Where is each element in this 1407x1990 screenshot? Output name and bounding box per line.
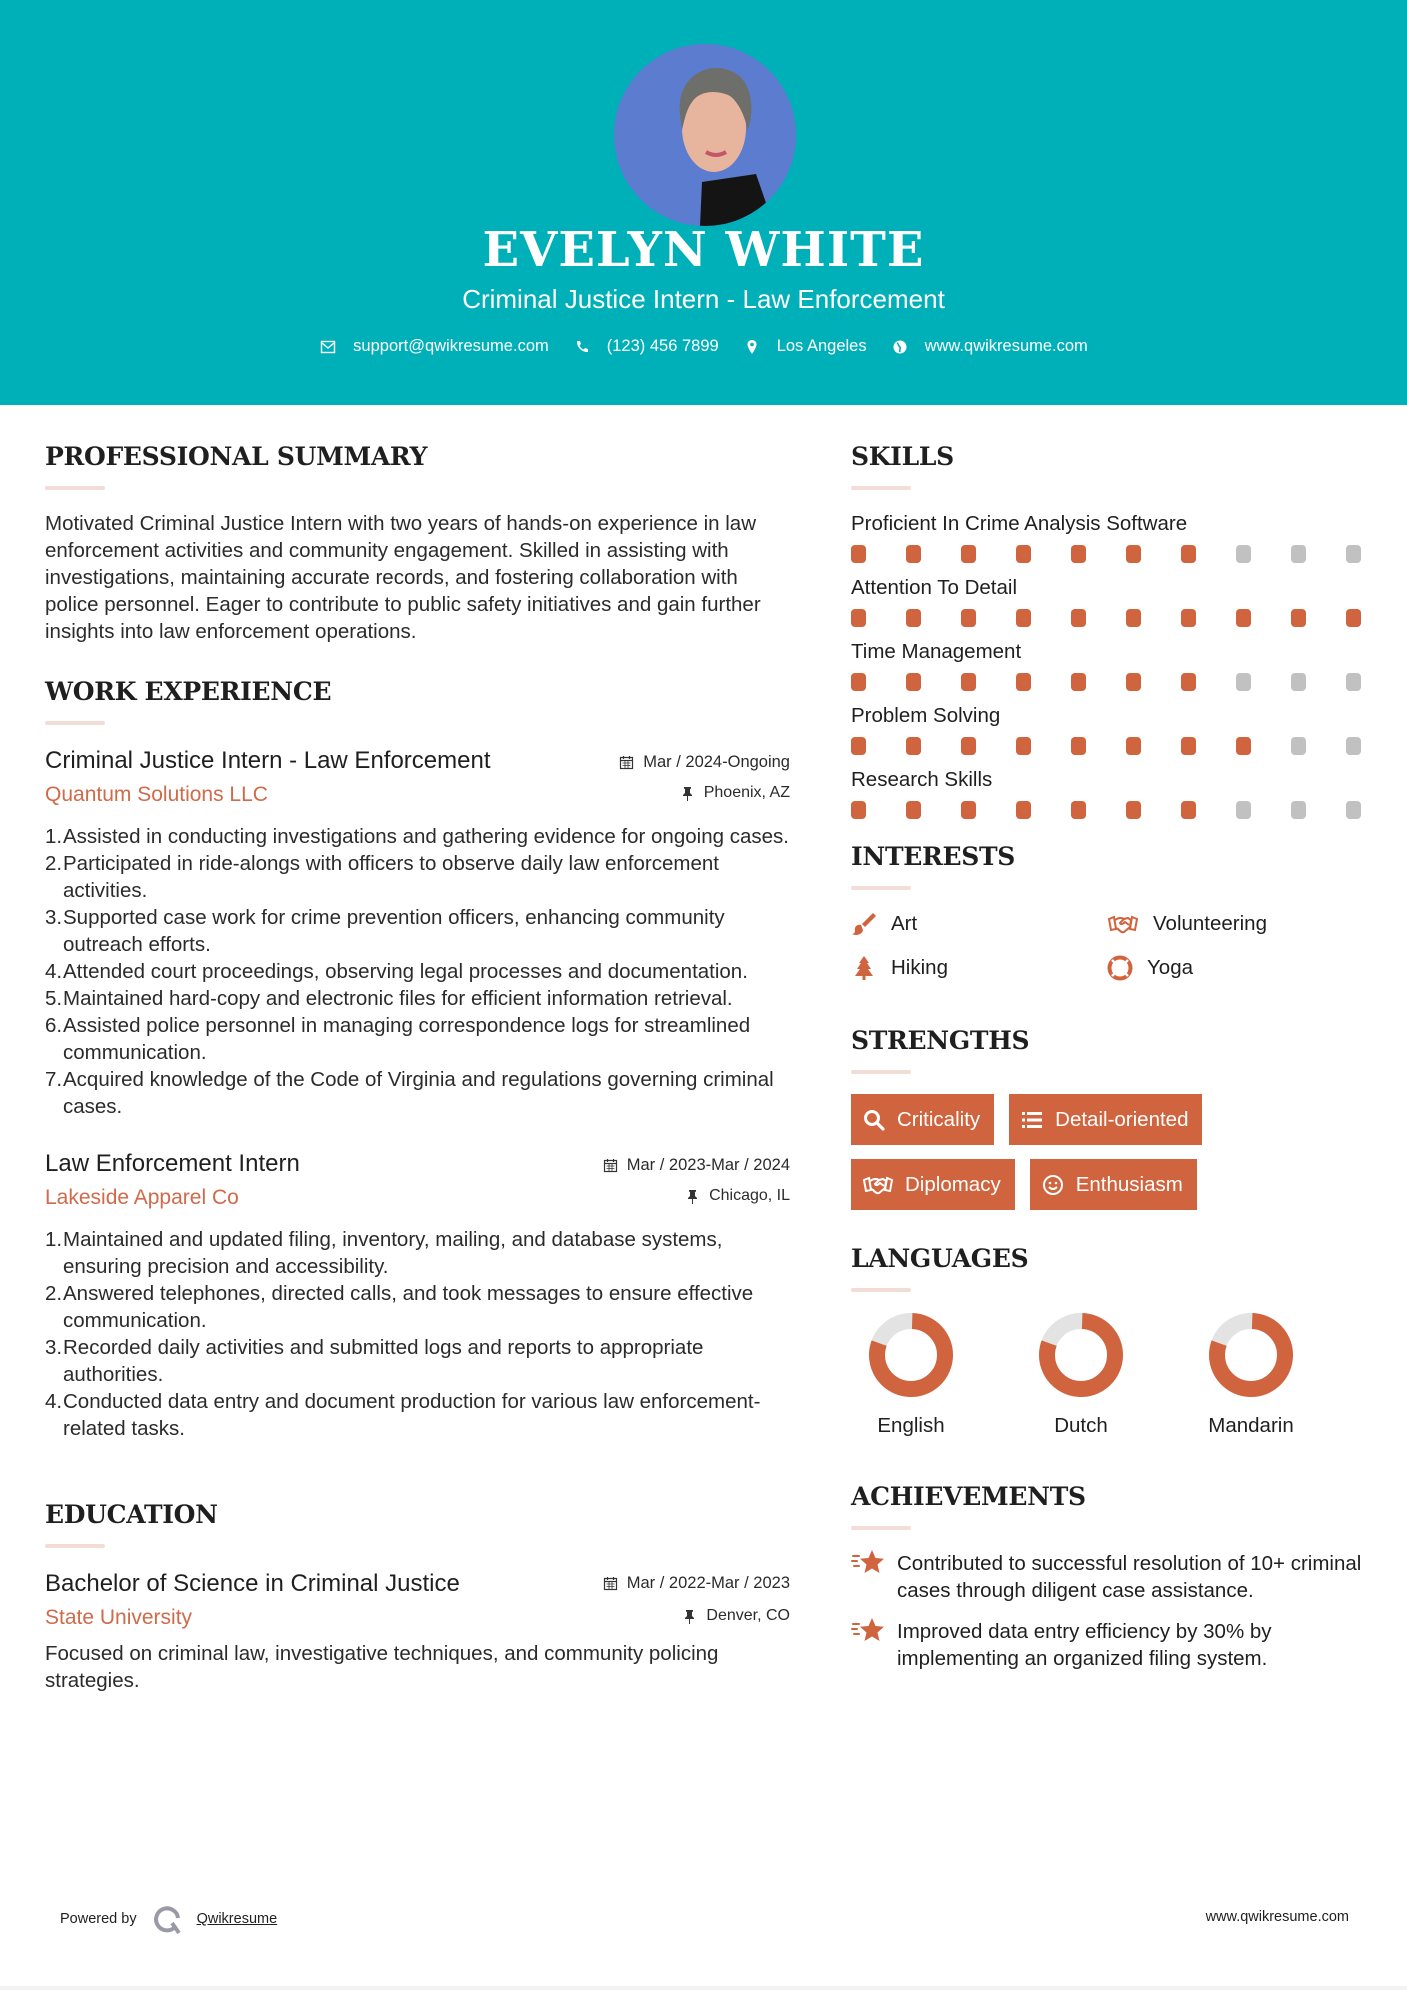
list-item: 1. Maintained and updated filing, inventory, mailing, and database systems, ensuring precision and accessibility. <box>45 1228 723 1278</box>
section-title: WORK EXPERIENCE <box>45 677 332 706</box>
rating-dot-filled <box>1236 609 1251 627</box>
qwikresume-link[interactable]: Qwikresume <box>196 1911 278 1927</box>
handshake-icon <box>863 1174 893 1196</box>
rating-dot-empty <box>1291 673 1306 691</box>
skill-rating <box>851 732 1367 760</box>
section-divider <box>45 1544 105 1548</box>
job-bullets <box>45 1226 790 1442</box>
rating-dot-empty <box>1346 737 1361 755</box>
skill-rating <box>851 668 1367 696</box>
footer-url[interactable]: www.qwikresume.com <box>1205 1909 1349 1925</box>
job-role: Criminal Justice Intern - Law Enforcement <box>45 747 491 774</box>
left-column <box>45 440 790 1694</box>
contact-bar <box>0 337 1407 356</box>
language-item <box>851 1312 1021 1438</box>
list-icon <box>1021 1109 1043 1131</box>
language-item <box>1191 1312 1361 1438</box>
resume-header <box>0 0 1407 405</box>
school-name: State University <box>45 1606 193 1629</box>
profile-photo-icon <box>614 44 796 226</box>
page-footer <box>0 1895 1407 1935</box>
achievements-section <box>851 1480 1367 1672</box>
rating-dot-filled <box>1016 801 1031 819</box>
rating-dot-filled <box>1291 609 1306 627</box>
pushpin-icon <box>685 1189 700 1204</box>
rating-dot-filled <box>1071 801 1086 819</box>
phone-text: (123) 456 7899 <box>606 337 719 355</box>
star-icon <box>851 1548 885 1578</box>
job-location: Chicago, IL <box>709 1187 790 1204</box>
section-title: EDUCATION <box>45 1500 218 1529</box>
section-title: LANGUAGES <box>851 1244 1029 1273</box>
rating-dot-filled <box>1126 801 1141 819</box>
section-divider <box>851 1526 911 1530</box>
languages-section <box>851 1242 1367 1438</box>
language-item <box>1021 1312 1191 1438</box>
calendar-icon <box>603 1576 618 1591</box>
language-proficiency-ring <box>1208 1312 1294 1398</box>
rating-dot-empty <box>1236 673 1251 691</box>
strengths-section <box>851 1024 1367 1210</box>
rating-dot-filled <box>906 737 921 755</box>
list-item: 1. Assisted in conducting investigations and gathering evidence for ongoing cases. <box>45 825 789 848</box>
achievement-item: Contributed to successful resolution of 10+ criminal cases through diligent case assistance. <box>851 1550 1367 1604</box>
rating-dot-filled <box>906 673 921 691</box>
achievement-item: Improved data entry efficiency by 30% by implementing an organized filing system. <box>851 1618 1367 1672</box>
search-icon <box>863 1109 885 1131</box>
skill-item <box>851 574 1367 632</box>
company-name: Lakeside Apparel Co <box>45 1186 239 1209</box>
rating-dot-filled <box>1236 737 1251 755</box>
language-name: Mandarin <box>1208 1414 1294 1437</box>
rating-dot-filled <box>1126 609 1141 627</box>
pushpin-icon <box>682 1609 697 1624</box>
section-title: ACHIEVEMENTS <box>851 1482 1086 1511</box>
job-role: Law Enforcement Intern <box>45 1150 300 1177</box>
strength-criticality: Criticality <box>851 1094 994 1145</box>
skill-rating <box>851 796 1367 824</box>
rating-dot-filled <box>851 737 866 755</box>
strength-detail-oriented: Detail-oriented <box>1009 1094 1202 1145</box>
page-bottom-edge <box>0 1986 1407 1990</box>
rating-dot-filled <box>851 609 866 627</box>
skill-item <box>851 638 1367 696</box>
avatar <box>614 44 796 226</box>
section-title: STRENGTHS <box>851 1026 1030 1055</box>
education-section <box>45 1498 790 1694</box>
map-pin-icon <box>743 338 761 356</box>
list-item: 2. Participated in ride-alongs with officers to observe daily law enforcement activities. <box>45 852 719 902</box>
rating-dot-filled <box>1181 609 1196 627</box>
section-title: INTERESTS <box>851 842 1016 871</box>
section-divider <box>45 721 105 725</box>
section-divider <box>45 486 105 490</box>
list-item: 4. Conducted data entry and document production for various law enforcement-related tasks. <box>45 1390 761 1440</box>
interest-volunteering: Volunteering <box>1107 910 1363 938</box>
rating-dot-filled <box>1181 737 1196 755</box>
lifebuoy-icon <box>1107 955 1133 981</box>
envelope-icon <box>319 338 337 356</box>
rating-dot-empty <box>1291 801 1306 819</box>
rating-dot-filled <box>1071 609 1086 627</box>
right-column <box>851 440 1367 1686</box>
rating-dot-empty <box>1346 545 1361 563</box>
rating-dot-filled <box>851 545 866 563</box>
calendar-icon <box>603 1158 618 1173</box>
list-item: 5. Maintained hard-copy and electronic files for efficient information retrieval. <box>45 987 733 1010</box>
rating-dot-filled <box>1126 737 1141 755</box>
skill-item <box>851 510 1367 568</box>
rating-dot-filled <box>961 737 976 755</box>
smile-icon <box>1042 1174 1064 1196</box>
powered-by <box>60 1903 277 1935</box>
rating-dot-filled <box>1016 609 1031 627</box>
interest-yoga: Yoga <box>1107 954 1363 982</box>
skill-name: Research Skills <box>851 768 993 791</box>
qwikresume-logo-icon <box>153 1903 183 1935</box>
rating-dot-empty <box>1346 673 1361 691</box>
list-item: 2. Answered telephones, directed calls, and took messages to ensure effective communication. <box>45 1282 754 1332</box>
powered-by-label: Powered by <box>60 1911 137 1927</box>
skill-rating <box>851 604 1367 632</box>
section-title: PROFESSIONAL SUMMARY <box>45 442 428 471</box>
section-divider <box>851 886 911 890</box>
candidate-name: EVELYN WHITE <box>482 222 925 278</box>
job-entry <box>45 745 790 1120</box>
handshake-icon <box>1107 911 1139 937</box>
job-location: Phoenix, AZ <box>703 784 790 801</box>
education-dates: Mar / 2022-Mar / 2023 <box>626 1573 790 1592</box>
rating-dot-empty <box>1236 545 1251 563</box>
contact-location <box>743 337 867 356</box>
education-location: Denver, CO <box>706 1607 790 1624</box>
skill-name: Time Management <box>851 640 1022 663</box>
phone-icon <box>573 338 591 356</box>
summary-section <box>45 440 790 645</box>
email-text: support@qwikresume.com <box>353 337 549 355</box>
rating-dot-filled <box>1181 673 1196 691</box>
language-proficiency-ring <box>1038 1312 1124 1398</box>
rating-dot-empty <box>1236 801 1251 819</box>
rating-dot-filled <box>851 673 866 691</box>
job-dates: Mar / 2023-Mar / 2024 <box>626 1155 790 1174</box>
rating-dot-filled <box>906 801 921 819</box>
summary-text: Motivated Criminal Justice Intern with two years of hands-on experience in law enforcement activities and community engagement. Skilled in assisting with investigations, maintaining accurate records, and fostering collaboration with police personnel. Eager to contribute to public safety initiatives and gain further insights into law enforcement operations. <box>45 512 761 643</box>
rating-dot-empty <box>1291 737 1306 755</box>
rating-dot-filled <box>1016 545 1031 563</box>
skill-item <box>851 702 1367 760</box>
skill-item <box>851 766 1367 824</box>
section-title: SKILLS <box>851 442 954 471</box>
rating-dot-empty <box>1291 545 1306 563</box>
rating-dot-filled <box>961 673 976 691</box>
rating-dot-filled <box>906 609 921 627</box>
skill-name: Attention To Detail <box>851 576 1018 599</box>
language-name: Dutch <box>1054 1414 1108 1437</box>
pushpin-icon <box>680 786 695 801</box>
rating-dot-filled <box>1346 609 1361 627</box>
paintbrush-icon <box>851 911 877 937</box>
star-icon <box>851 1616 885 1646</box>
rating-dot-filled <box>851 801 866 819</box>
language-name: English <box>877 1414 945 1437</box>
skill-name: Proficient In Crime Analysis Software <box>851 512 1188 535</box>
contact-email[interactable] <box>319 337 549 356</box>
section-divider <box>851 1070 911 1074</box>
list-item: 3. Supported case work for crime prevention officers, enhancing community outreach efforts. <box>45 906 725 956</box>
list-item: 3. Recorded daily activities and submitted logs and reports to appropriate authorities. <box>45 1336 704 1386</box>
rating-dot-filled <box>1126 673 1141 691</box>
globe-icon <box>891 338 909 356</box>
list-item: 7. Acquired knowledge of the Code of Virginia and regulations governing criminal cases. <box>45 1068 774 1118</box>
contact-website[interactable] <box>891 337 1088 356</box>
list-item: 6. Assisted police personnel in managing correspondence logs for streamlined communication. <box>45 1014 751 1064</box>
rating-dot-filled <box>1071 545 1086 563</box>
rating-dot-filled <box>961 609 976 627</box>
rating-dot-filled <box>1181 801 1196 819</box>
rating-dot-empty <box>1346 801 1361 819</box>
rating-dot-filled <box>1071 737 1086 755</box>
interests-section <box>851 840 1367 982</box>
rating-dot-filled <box>1181 545 1196 563</box>
contact-phone[interactable] <box>573 337 719 356</box>
rating-dot-filled <box>1016 673 1031 691</box>
rating-dot-filled <box>1071 673 1086 691</box>
rating-dot-filled <box>1126 545 1141 563</box>
interest-hiking: Hiking <box>851 954 1107 982</box>
website-text: www.qwikresume.com <box>924 337 1088 355</box>
rating-dot-filled <box>1016 737 1031 755</box>
rating-dot-filled <box>906 545 921 563</box>
skill-rating <box>851 540 1367 568</box>
experience-section <box>45 675 790 1442</box>
list-item: 4. Attended court proceedings, observing legal processes and documentation. <box>45 960 748 983</box>
strength-enthusiasm: Enthusiasm <box>1030 1159 1197 1210</box>
job-dates: Mar / 2024-Ongoing <box>643 752 790 771</box>
company-name: Quantum Solutions LLC <box>45 783 268 806</box>
skill-name: Problem Solving <box>851 704 1001 727</box>
calendar-icon <box>619 755 634 770</box>
language-proficiency-ring <box>868 1312 954 1398</box>
rating-dot-filled <box>961 545 976 563</box>
candidate-title: Criminal Justice Intern - Law Enforcement <box>462 284 945 314</box>
section-divider <box>851 486 911 490</box>
section-divider <box>851 1288 911 1292</box>
job-entry <box>45 1148 790 1442</box>
tree-icon <box>851 955 877 981</box>
education-description: Focused on criminal law, investigative techniques, and community policing strategies. <box>45 1642 719 1692</box>
rating-dot-filled <box>961 801 976 819</box>
strength-diplomacy: Diplomacy <box>851 1159 1015 1210</box>
degree-name: Bachelor of Science in Criminal Justice <box>45 1570 460 1597</box>
skills-section <box>851 440 1367 824</box>
job-bullets <box>45 823 790 1120</box>
interest-art: Art <box>851 910 1107 938</box>
location-text: Los Angeles <box>776 337 867 355</box>
